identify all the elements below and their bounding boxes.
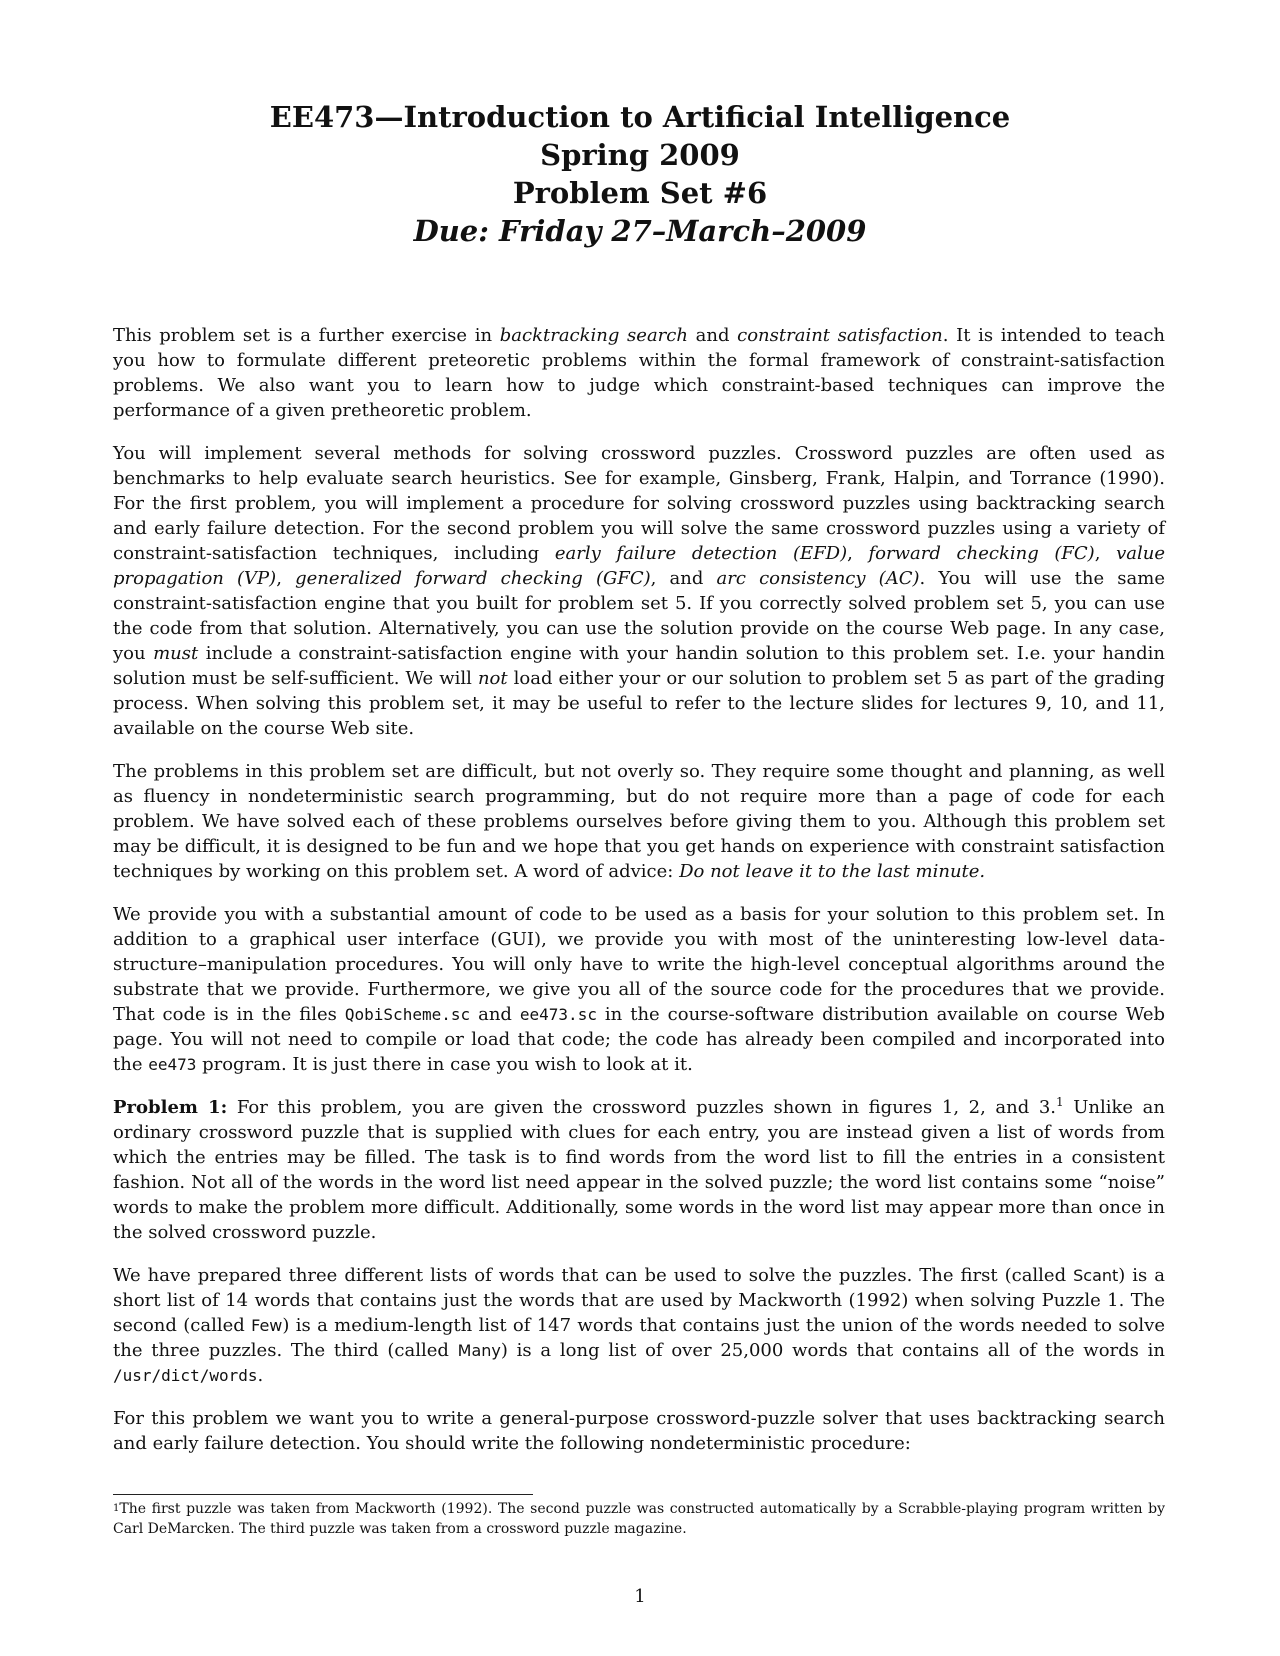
code-filename: ee473.sc bbox=[519, 1005, 597, 1024]
body-text bbox=[113, 323, 1165, 1474]
text-run: This problem set is a further exercise in bbox=[113, 325, 500, 346]
code-filename: QobiScheme.sc bbox=[344, 1005, 471, 1024]
text-run: , bbox=[847, 543, 869, 564]
text-run: . bbox=[257, 1365, 264, 1386]
paragraph-task bbox=[113, 1406, 1165, 1456]
emphasis: must bbox=[153, 643, 199, 664]
text-run: ) is a short list of 14 words that contains just the words that are used by Mackworth (1992) when solving Puzzle 1. The second (called bbox=[113, 1265, 1165, 1336]
paragraph-intro bbox=[113, 323, 1165, 423]
footnote-marker: 1 bbox=[1056, 1095, 1064, 1109]
text-run: , and bbox=[650, 568, 717, 589]
text-run: The problems in this problem set are difficult, but not overly so. They require some thought and planning, as well as fluency in nondeterministic search programming, but do not require more than a page of code for each problem. We have solved each of these problems ourselves before giving them to you. Although this problem set may be difficult, it is designed to be fun and we hope that you get hands on experience with constraint satisfaction techniques by working on this problem set. A word of advice: bbox=[113, 761, 1165, 882]
due-date: Due: Friday 27–March–2009 bbox=[413, 214, 867, 248]
code-program-name: ee473 bbox=[148, 1055, 197, 1074]
footnote-number: 1 bbox=[113, 1503, 120, 1514]
text-run: , bbox=[276, 568, 296, 589]
text-run: load either your or our solution to problem set 5 as part of the grading process. When solving this problem set, it may be useful to refer to the lecture slides for lectures 9, 10, and 11, available on the course Web site. bbox=[113, 668, 1165, 739]
code-path: /usr/dict/words bbox=[113, 1366, 258, 1385]
text-run: and bbox=[470, 1004, 520, 1025]
footnote-rule bbox=[113, 1494, 533, 1495]
title-block bbox=[0, 98, 1280, 250]
text-run: , bbox=[1094, 543, 1117, 564]
emphasis: generalized forward checking (GFC) bbox=[295, 568, 651, 589]
emphasis: constraint satisfaction bbox=[737, 325, 943, 346]
emphasis: early failure detection (EFD) bbox=[554, 543, 848, 564]
paragraph-problem-1 bbox=[113, 1095, 1165, 1245]
text-run: . You will use the same constraint-satisfaction engine that you built for problem set 5. If you correctly solved problem set 5, you can use the code from that solution. Alternatively, you can use the solution provide on the course Web page. In any case, you bbox=[113, 568, 1165, 664]
word-list-name: Many bbox=[457, 1341, 501, 1360]
text-run: program. It is just there in case you wish to look at it. bbox=[196, 1054, 693, 1075]
problem-set-number: Problem Set #6 bbox=[512, 176, 768, 210]
paragraph-methods bbox=[113, 441, 1165, 741]
footnote-text: The first puzzle was taken from Mackworth (1992). The second puzzle was constructed automatically by a Scrabble-playing program written by Carl DeMarcken. The third puzzle was taken from a crossword puzzle magazine. bbox=[113, 1501, 1165, 1537]
text-run: include a constraint-satisfaction engine with your handin solution to this problem set. I.e. your handin solution must be self-sufficient. We will bbox=[113, 643, 1166, 689]
emphasis: forward checking (FC) bbox=[868, 543, 1095, 564]
text-run: . It is intended to teach you how to formulate different preteoretic problems within the formal framework of constraint-satisfaction problems. We also want you to learn how to judge which constraint-based techniques can improve the performance of a given pretheoretic problem. bbox=[113, 325, 1166, 421]
text-run: and bbox=[687, 325, 738, 346]
text-run: You will implement several methods for solving crossword puzzles. Crossword puzzles are often used as benchmarks to help evaluate search heuristics. See for example, Ginsberg, Frank, Halpin, and Torrance (1990). For the first problem, you will implement a procedure for solving crossword puzzles using backtracking search and early failure detection. For the second problem you will solve the same crossword puzzles using a variety of constraint-satisfaction techniques, including bbox=[113, 443, 1165, 564]
text-run: ) is a medium-length list of 147 words that contains just the union of the words needed to solve the three puzzles. The third (called bbox=[113, 1315, 1165, 1361]
word-list-name: Few bbox=[251, 1316, 283, 1335]
emphasis: backtracking search bbox=[499, 325, 688, 346]
text-run: We provide you with a substantial amount of code to be used as a basis for your solution to this problem set. In addition to a graphical user interface (GUI), we provide you with most of the uninteresting low-level data-structure–manipulation procedures. You will only have to write the high-level conceptual algorithms around the substrate that we provide. Furthermore, we give you all of the source code for the procedures that we provide. That code is in the files bbox=[113, 904, 1165, 1025]
text-run: For this problem, you are given the crossword puzzles shown in figures 1, 2, and 3. bbox=[227, 1097, 1057, 1118]
footnote bbox=[113, 1499, 1165, 1539]
course-title: EE473—Introduction to Artificial Intelligence bbox=[269, 100, 1011, 134]
term: Spring 2009 bbox=[540, 138, 740, 172]
word-list-name: Scant bbox=[1073, 1266, 1119, 1285]
emphasis: Do not leave it to the last minute. bbox=[679, 861, 986, 882]
text-run: ) is a long list of over 25,000 words that contains all of the words in bbox=[500, 1340, 1166, 1361]
paragraph-word-lists bbox=[113, 1263, 1165, 1388]
paragraph-provided-code bbox=[113, 902, 1165, 1077]
emphasis: not bbox=[477, 668, 508, 689]
paragraph-difficulty bbox=[113, 759, 1165, 884]
page-number: 1 bbox=[634, 1586, 646, 1607]
text-run: We have prepared three different lists of words that can be used to solve the puzzles. The first (called bbox=[113, 1265, 1074, 1286]
emphasis: arc consistency (AC) bbox=[716, 568, 920, 589]
problem-label: Problem 1: bbox=[113, 1097, 228, 1118]
text-run: For this problem we want you to write a general-purpose crossword-puzzle solver that uses backtracking search and early failure detection. You should write the following nondeterministic procedure: bbox=[113, 1408, 1165, 1454]
text-run: in the course-software distribution available on course Web page. You will not need to compile or load that code; the code has already been compiled and incorporated into the bbox=[113, 1004, 1165, 1075]
text-run: Unlike an ordinary crossword puzzle that is supplied with clues for each entry, you are instead given a list of words from which the entries may be filled. The task is to find words from the word list to fill the entries in a consistent fashion. Not all of the words in the word list need appear in the solved puzzle; the word list contains some “noise” words to make the problem more difficult. Additionally, some words in the word list may appear more than once in the solved crossword puzzle. bbox=[113, 1097, 1165, 1243]
emphasis: value propagation (VP) bbox=[113, 543, 1165, 589]
